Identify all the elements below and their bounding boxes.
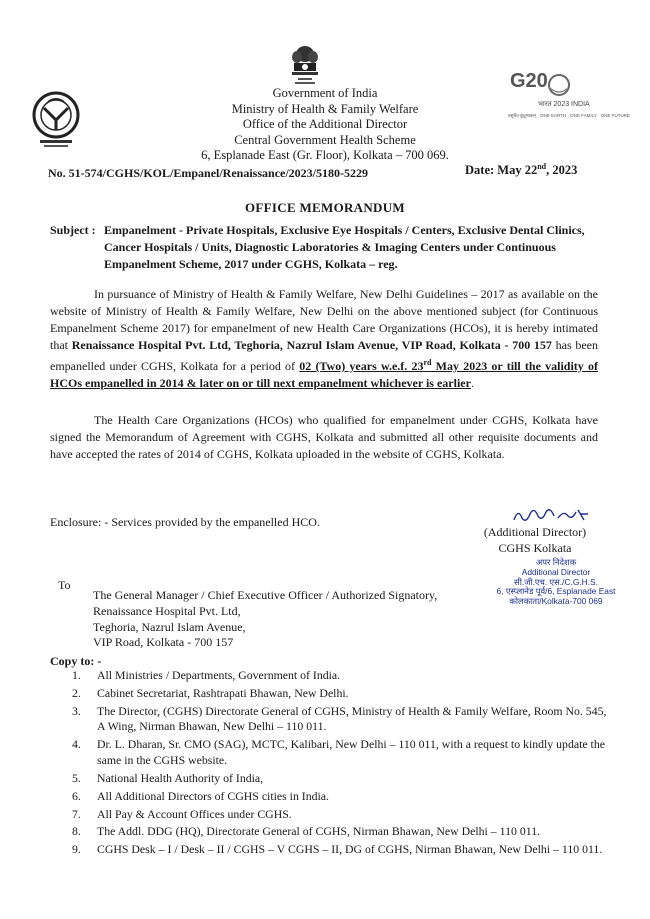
- g20-logo: [508, 68, 630, 126]
- stamp-line: सी.जी.एच. एस./C.G.H.S.: [514, 576, 598, 587]
- g20-hindi: भारत 2023 INDIA: [538, 101, 590, 108]
- header-line: Government of India: [272, 86, 378, 100]
- national-emblem: [286, 44, 324, 86]
- stamp-line: कोलकाता/Kolkata-700 069: [509, 596, 603, 607]
- lotus-earth-icon: [546, 72, 572, 98]
- copy-to-label: Copy to: -: [50, 654, 102, 668]
- header-line: 6, Esplanade East (Gr. Floor), Kolkata – 700 069.: [201, 148, 449, 162]
- reference-number: No. 51-574/CGHS/KOL/Empanel/Renaissance/2023/5180-5229: [48, 166, 369, 180]
- paragraph-1: In pursuance of Ministry of Health & Family Welfare, New Delhi Guidelines – 2017 as available on the website of Ministry of Health & Family Welfare, New Delhi on the above mentioned subject (for Continuous Empanelment Scheme 2017) for empanelment of new Health Care Organizations (HCOs), it is hereby intimated that Renaissance Hospital Pvt. Ltd, Teghoria, Nazrul Islam Avenue, VIP Road, Kolkata - 700 157 has been empanelled under CGHS, Kolkata for a period of 02 (Two) years w.e.f. 23rd May 2023 or till the validity of HCOs empanelled in 2014 & later on or till next empanelment whichever is earlier.: [50, 287, 598, 390]
- to-label: To: [58, 578, 71, 592]
- stamp-line: अपर निदेशक: [535, 557, 577, 567]
- signatory-office: CGHS Kolkata: [498, 541, 572, 555]
- addressee: [93, 588, 478, 651]
- signatory-block: [470, 524, 600, 556]
- list-item: 6. All Additional Directors of CGHS cities in India.: [72, 788, 329, 803]
- list-item: 8. The Addl. DDG (HQ), Directorate General of CGHS, Nirman Bhawan, New Delhi – 110 011.: [72, 824, 541, 839]
- paragraph-2: The Health Care Organizations (HCOs) who qualified for empanelment under CGHS, Kolkata have signed the Memorandum of Agreement with CGHS, Kolkata and submitted all other requisite documents and have accepted the rates of 2014 of CGHS, Kolkata uploaded in the website of CGHS, Kolkata.: [50, 413, 598, 461]
- hospital-name: Renaissance Hospital Pvt. Ltd, Teghoria, Nazrul Islam Avenue, VIP Road, Kolkata - 700 157: [71, 338, 552, 352]
- handwritten-signature: [510, 502, 590, 526]
- memo-title: OFFICE MEMORANDUM: [245, 200, 405, 215]
- list-item: 7. All Pay & Account Offices under CGHS.: [72, 806, 292, 821]
- copy-to-list: [72, 668, 607, 860]
- list-item: 1. All Ministries / Departments, Government of India.: [72, 668, 341, 682]
- header-line: Ministry of Health & Family Welfare: [231, 101, 419, 116]
- enclosure-note: Enclosure: - Services provided by the empanelled HCO.: [50, 515, 320, 529]
- stamp-line: Additional Director: [521, 566, 591, 577]
- list-item: 5. National Health Authority of India,: [72, 770, 264, 785]
- list-item: 2. Cabinet Secretariat, Rashtrapati Bhawan, New Delhi.: [72, 685, 349, 700]
- addressee-line: VIP Road, Kolkata - 700 157: [93, 635, 234, 650]
- g20-mark: G20: [510, 70, 548, 92]
- letterhead: [160, 86, 490, 164]
- cghs-logo: [30, 90, 82, 152]
- header-line: Central Government Health Scheme: [234, 132, 416, 147]
- addressee-line: Teghoria, Nazrul Islam Avenue,: [93, 619, 246, 634]
- subject-label: Subject :: [50, 223, 96, 237]
- addressee-line: Renaissance Hospital Pvt. Ltd,: [93, 603, 241, 618]
- subject-text: Empanelment - Private Hospitals, Exclusive Eye Hospitals / Centers, Exclusive Dental Clinics, Cancer Hospitals / Units, Diagnostic Laboratories & Imaging Centers under Continuous Empanelment Scheme, 2017 under CGHS, Kolkata – reg.: [104, 223, 585, 271]
- stamp-line: 6, एस्प्लानेड पूर्व/6, Esplanade East: [496, 586, 616, 597]
- list-item: 9. CGHS Desk – I / Desk – II / CGHS – V CGHS – II, DG of CGHS, Nirman Bhawan, New Delhi – 110 011.: [72, 842, 603, 857]
- addressee-line: The General Manager / Chief Executive Officer / Authorized Signatory,: [93, 588, 438, 602]
- memo-date: Date: May 22nd, 2023: [465, 162, 578, 178]
- empanelment-period: 02 (Two) years w.e.f. 23rd May 2023 or till the validity of HCOs empanelled in 2014 & later on or till next empanelment whichever is earlier: [50, 358, 598, 390]
- official-stamp: [476, 558, 636, 607]
- signatory-designation: (Additional Director): [483, 525, 587, 539]
- g20-motto: वसुधैव कुटुम्बकम् · ONE EARTH · ONE FAMILY · ONE FUTURE: [508, 113, 630, 118]
- list-item: 3. The Director, (CGHS) Directorate General of CGHS, Ministry of Health & Family Welfare, Room No. 545, A Wing, Nirman Bhawan, New Delhi – 110 011.: [72, 703, 607, 734]
- header-line: Office of the Additional Director: [242, 117, 408, 131]
- subject: [50, 222, 598, 273]
- list-item: 4. Dr. L. Dharan, Sr. CMO (SAG), MCTC, Kalibari, New Delhi – 110 011, with a request to kindly update the same in the CGHS website.: [72, 737, 605, 767]
